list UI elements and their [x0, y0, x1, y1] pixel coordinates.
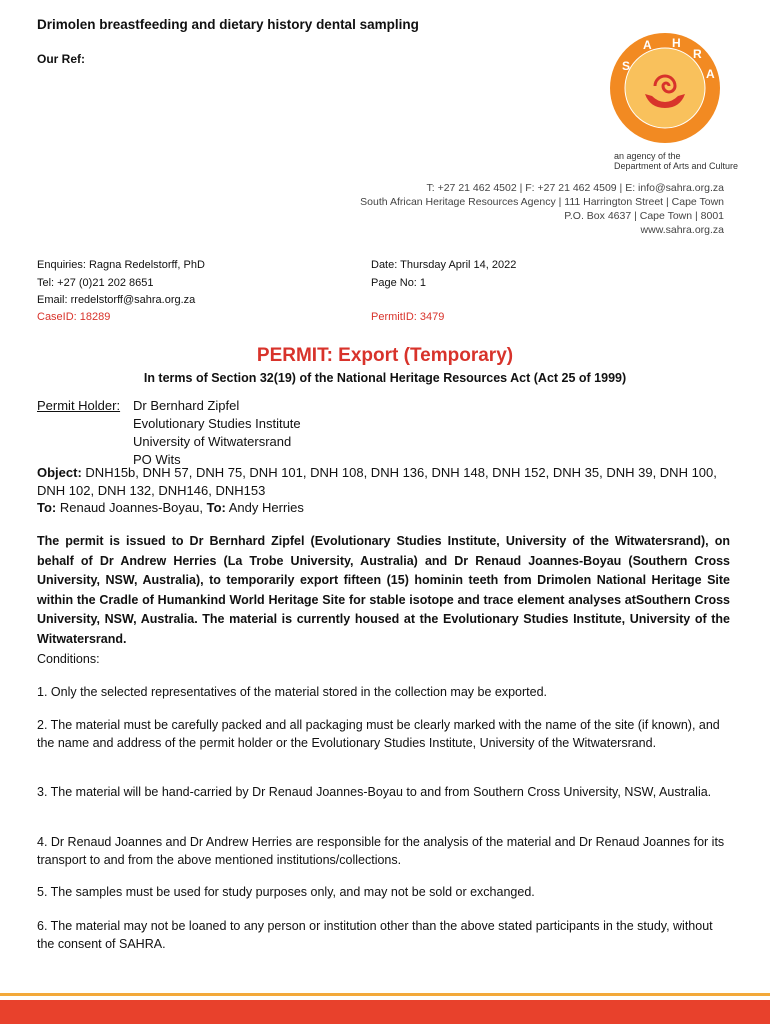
condition-item: 3. The material will be hand-carried by Dr Renaud Joannes-Boyau to and from Southern Cross University, NSW, Australia. [37, 785, 712, 799]
contact-website-line: www.sahra.org.za [640, 224, 724, 236]
permit-holder-block [133, 397, 301, 469]
object-value: DNH15b, DNH 57, DNH 75, DNH 101, DNH 108, DNH 136, DNH 148, DNH 152, DNH 35, DNH 39, DNH 100, DNH 102, DNH 132, DNH146, DNH153 [37, 465, 717, 498]
contact-pobox-line: P.O. Box 4637 | Cape Town | 8001 [564, 210, 724, 222]
permit-id: PermitID: 3479 [371, 311, 445, 323]
svg-text:A: A [643, 38, 652, 52]
to-value-2: Andy Herries [228, 500, 304, 515]
email: Email: rredelstorff@sahra.org.za [37, 294, 196, 306]
our-ref-label: Our Ref: [37, 52, 85, 66]
permit-title: PERMIT: Export (Temporary) [256, 345, 514, 366]
conditions-heading: Conditions: [37, 652, 100, 666]
svg-text:R: R [693, 47, 702, 61]
to-label: To: [37, 500, 57, 515]
to-value-1: Renaud Joannes-Boyau, [59, 500, 203, 515]
svg-text:A: A [706, 67, 715, 81]
contact-address-line: South African Heritage Resources Agency | 111 Harrington Street | Cape Town [360, 196, 724, 208]
holder-line: University of Witwatersrand [133, 434, 292, 449]
condition-item: 1. Only the selected representatives of the material stored in the collection may be exported. [37, 685, 547, 699]
permit-holder-label: Permit Holder: [37, 398, 121, 413]
holder-line: Evolutionary Studies Institute [133, 416, 301, 431]
to-row [37, 499, 304, 517]
condition-item: 5. The samples must be used for study purposes only, and may not be sold or exchanged. [37, 885, 535, 899]
permit-subtitle: In terms of Section 32(19) of the National Heritage Resources Act (Act 25 of 1999) [143, 371, 627, 385]
object-row [37, 464, 730, 500]
svg-text:H: H [672, 36, 681, 50]
page-number: Page No: 1 [371, 277, 427, 289]
condition-item: 4. Dr Renaud Joannes and Dr Andrew Herries are responsible for the analysis of the material and Dr Renaud Joannes for its transport to and from the above mentioned institutions/collections. [37, 835, 725, 867]
object-label: Object: [37, 465, 82, 480]
svg-text:S: S [622, 59, 631, 73]
footer-bar [0, 1000, 770, 1024]
telephone: Tel: +27 (0)21 202 8651 [37, 277, 154, 289]
to-label-2: To: [206, 500, 226, 515]
holder-line: PO Wits [133, 452, 181, 467]
enquiries: Enquiries: Ragna Redelstorff, PhD [37, 259, 205, 271]
agency-line-2: Department of Arts and Culture [614, 161, 739, 171]
condition-item: 2. The material must be carefully packed and all packaging must be clearly marked with the name of the site (if known), and the name and address of the permit holder or the Evolutionary Studies Institute, University of the Witwatersrand. [37, 718, 720, 750]
holder-line: Dr Bernhard Zipfel [133, 398, 240, 413]
condition-item: 6. The material may not be loaned to any person or institution other than the above stated participants in the study, without the consent of SAHRA. [37, 919, 713, 951]
contact-phone-line: T: +27 21 462 4502 | F: +27 21 462 4509 | E: info@sahra.org.za [426, 182, 724, 194]
permit-main-paragraph: The permit is issued to Dr Bernhard Zipfel (Evolutionary Studies Institute, University of the Witwatersrand), on behalf of Dr Andrew Herries (La Trobe University, Australia) and Dr Renaud Joannes-Boyau (Southern Cross University, NSW, Australia), to temporarily export fifteen (15) hominin teeth from Drimolen National Heritage Site within the Cradle of Humankind World Heritage Site for stable isotope and trace element analyses atSouthern Cross University, NSW, Australia. The material is currently housed at the Evolutionary Studies Institute, University of the Witwatersrand. [37, 534, 730, 646]
footer-stripe [0, 993, 770, 996]
sahra-seal-icon [600, 30, 730, 150]
sahra-logo [600, 30, 730, 150]
document-title: Drimolen breastfeeding and dietary history dental sampling [37, 17, 419, 32]
agency-line-1: an agency of the [614, 151, 681, 161]
case-id: CaseID: 18289 [37, 311, 111, 323]
date: Date: Thursday April 14, 2022 [371, 259, 517, 271]
